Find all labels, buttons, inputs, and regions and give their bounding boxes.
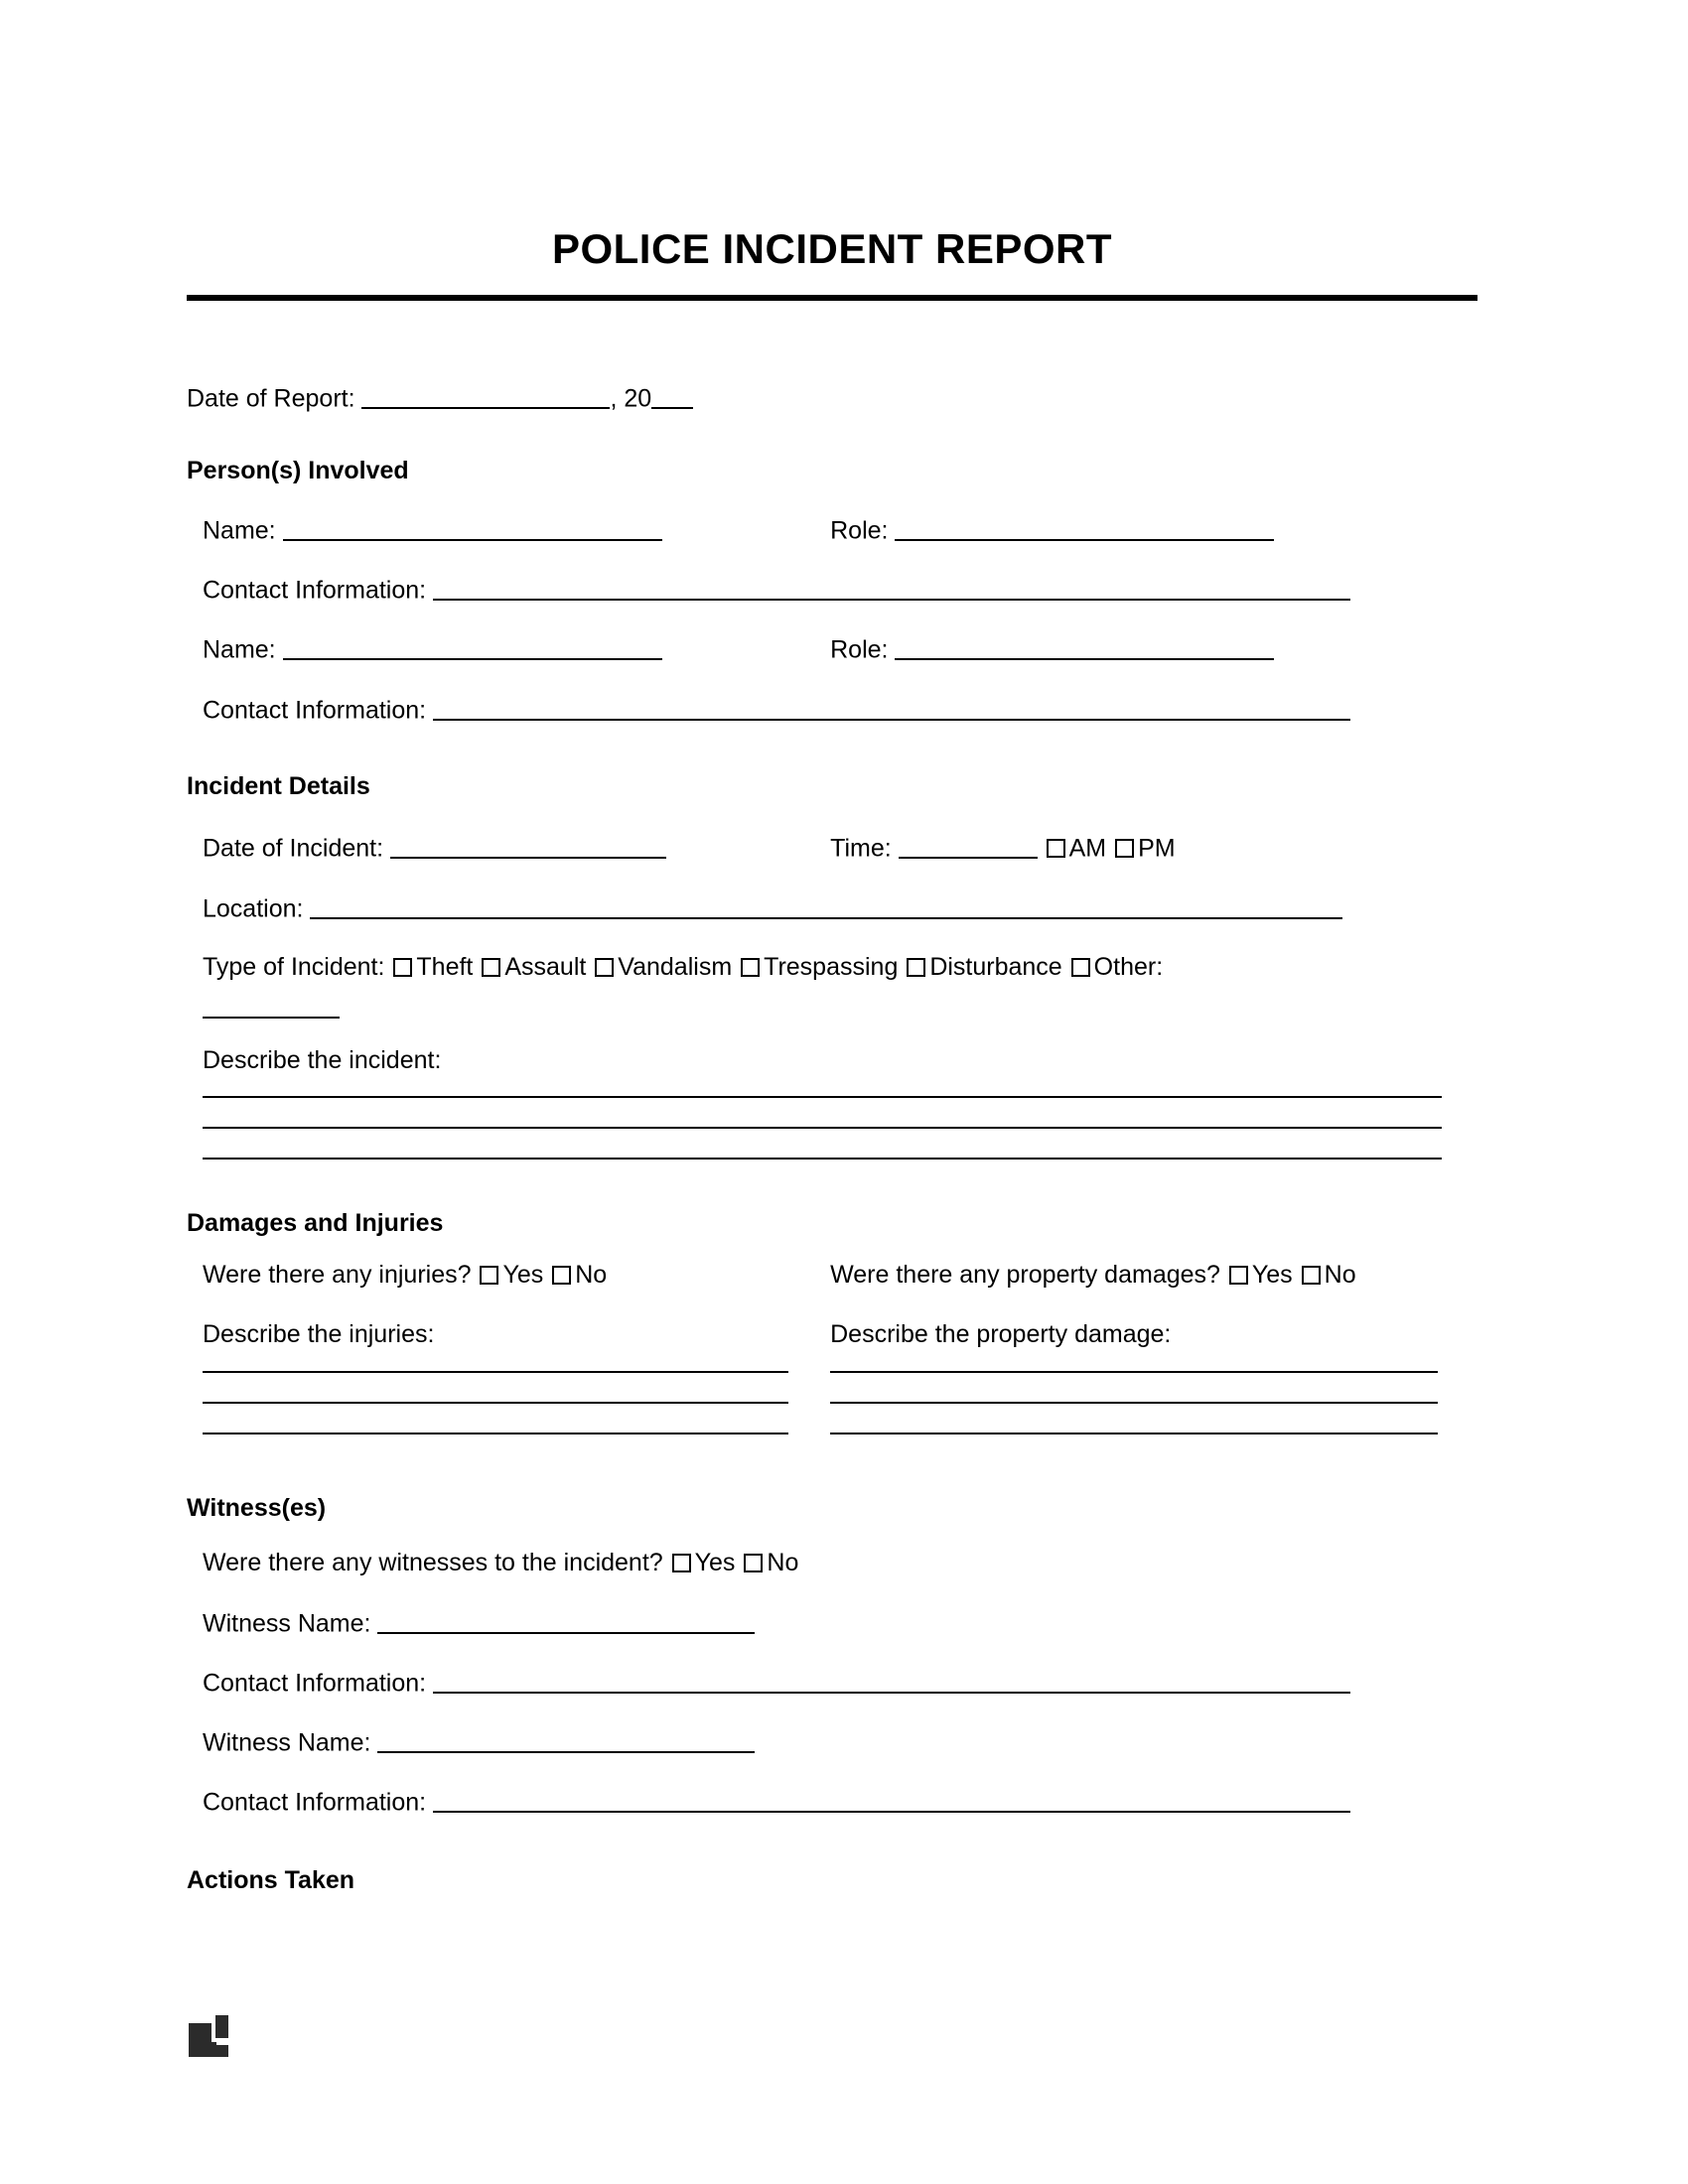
date-of-report-label: Date of Report:: [187, 384, 355, 413]
date-of-report-row: [187, 381, 693, 416]
law-district-logo-icon: [189, 2015, 228, 2057]
witness-yes-label: Yes: [694, 1549, 736, 1576]
incident-type-other-input[interactable]: [203, 991, 340, 1019]
checkbox-theft[interactable]: [393, 958, 412, 977]
witness-no-label: No: [767, 1549, 799, 1576]
witness-2-contact-input[interactable]: [433, 1785, 1350, 1813]
describe-injuries-line-1[interactable]: [203, 1371, 788, 1373]
incident-date-label: Date of Incident:: [203, 834, 384, 863]
checkbox-injuries-no[interactable]: [552, 1266, 571, 1285]
describe-property-label: Describe the property damage:: [830, 1320, 1172, 1348]
person-1-name-label: Name:: [203, 516, 276, 545]
person-2-role-label: Role:: [830, 635, 889, 664]
incident-type-vandalism-label: Vandalism: [618, 953, 733, 981]
person-1-name-input[interactable]: [283, 513, 662, 541]
logo-shape-bar: [212, 2045, 228, 2057]
checkbox-trespassing[interactable]: [741, 958, 760, 977]
incident-type-theft-label: Theft: [416, 953, 474, 981]
incident-location-input[interactable]: [310, 891, 1342, 919]
checkbox-property-yes[interactable]: [1229, 1266, 1248, 1285]
person-1-contact-row: [187, 573, 1350, 608]
checkbox-vandalism[interactable]: [595, 958, 614, 977]
checkbox-pm[interactable]: [1115, 839, 1134, 858]
section-heading-persons: Person(s) Involved: [187, 457, 409, 484]
person-2-name-input[interactable]: [283, 632, 662, 660]
incident-time-label: Time:: [830, 834, 892, 863]
person-2-role-input[interactable]: [895, 632, 1274, 660]
section-heading-damages: Damages and Injuries: [187, 1209, 444, 1237]
document-sheet: [187, 0, 1477, 2184]
person-2-contact-label: Contact Information:: [203, 696, 427, 725]
incident-time-input[interactable]: [899, 831, 1038, 859]
damages-describe-lines-row: [187, 1342, 1477, 1434]
incident-describe-lines: [187, 1067, 1493, 1160]
date-of-report-year-prefix: , 20: [610, 384, 652, 413]
section-heading-incident: Incident Details: [187, 772, 370, 800]
person-2-name-label: Name:: [203, 635, 276, 664]
incident-date-time-row: [187, 831, 1477, 866]
property-no-label: No: [1324, 1261, 1356, 1289]
incident-describe-line-1[interactable]: [203, 1096, 1442, 1098]
property-question-label: Were there any property damages?: [830, 1261, 1220, 1289]
property-yes-label: Yes: [1251, 1261, 1293, 1289]
witness-1-contact-row: [187, 1666, 1350, 1701]
describe-property-line-3[interactable]: [830, 1433, 1438, 1434]
incident-describe-line-3[interactable]: [203, 1158, 1442, 1160]
describe-property-line-1[interactable]: [830, 1371, 1438, 1373]
describe-injuries-line-2[interactable]: [203, 1402, 788, 1404]
date-of-report-input[interactable]: [361, 381, 610, 409]
incident-pm-label: PM: [1138, 834, 1176, 863]
witness-2-contact-row: [187, 1785, 1350, 1820]
incident-type-label: Type of Incident:: [203, 953, 385, 981]
witness-2-name-row: [187, 1725, 755, 1760]
injuries-question-label: Were there any injuries?: [203, 1261, 472, 1289]
describe-property-line-2[interactable]: [830, 1402, 1438, 1404]
witness-1-name-row: [187, 1606, 755, 1641]
describe-property-lines: [830, 1342, 1477, 1434]
incident-describe-label: Describe the incident:: [203, 1046, 442, 1074]
witness-question-label: Were there any witnesses to the incident?: [203, 1549, 663, 1576]
witness-2-name-input[interactable]: [377, 1725, 755, 1753]
incident-type-trespassing-label: Trespassing: [764, 953, 899, 981]
checkbox-am[interactable]: [1047, 839, 1065, 858]
checkbox-property-no[interactable]: [1302, 1266, 1321, 1285]
person-2-contact-input[interactable]: [433, 693, 1350, 721]
describe-injuries-label: Describe the injuries:: [203, 1320, 435, 1348]
person-1-name-role-row: [187, 513, 1477, 548]
witness-2-name-label: Witness Name:: [203, 1728, 371, 1757]
incident-location-label: Location:: [203, 894, 304, 923]
incident-describe-line-2[interactable]: [203, 1127, 1442, 1129]
describe-injuries-lines: [187, 1342, 830, 1434]
witness-1-contact-label: Contact Information:: [203, 1669, 427, 1698]
incident-am-label: AM: [1068, 834, 1107, 863]
witness-2-contact-label: Contact Information:: [203, 1788, 427, 1817]
incident-type-other-input-row: [187, 991, 340, 1025]
witness-1-name-label: Witness Name:: [203, 1609, 371, 1638]
logo-shape-flag: [211, 2015, 228, 2042]
describe-injuries-line-3[interactable]: [203, 1433, 788, 1434]
person-2-contact-row: [187, 693, 1350, 728]
witness-1-name-input[interactable]: [377, 1606, 755, 1634]
date-of-report-year-input[interactable]: [651, 381, 693, 409]
checkbox-disturbance[interactable]: [907, 958, 925, 977]
page-title: POLICE INCIDENT REPORT: [551, 225, 1113, 272]
incident-date-input[interactable]: [390, 831, 666, 859]
checkbox-witness-yes[interactable]: [672, 1554, 691, 1572]
injuries-no-label: No: [575, 1261, 608, 1289]
injuries-yes-label: Yes: [502, 1261, 544, 1289]
person-2-name-role-row: [187, 632, 1477, 667]
checkbox-witness-no[interactable]: [744, 1554, 763, 1572]
incident-type-assault-label: Assault: [504, 953, 587, 981]
witness-question-row: [187, 1547, 798, 1580]
incident-location-row: [187, 891, 1342, 926]
damages-question-row: [187, 1259, 1477, 1293]
witness-1-contact-input[interactable]: [433, 1666, 1350, 1694]
person-1-contact-input[interactable]: [433, 573, 1350, 601]
section-heading-actions: Actions Taken: [187, 1866, 355, 1894]
person-1-contact-label: Contact Information:: [203, 576, 427, 605]
person-1-role-input[interactable]: [895, 513, 1274, 541]
section-heading-witnesses: Witness(es): [187, 1494, 327, 1522]
incident-type-other-label: Other:: [1093, 953, 1164, 981]
checkbox-assault[interactable]: [482, 958, 500, 977]
checkbox-injuries-yes[interactable]: [480, 1266, 498, 1285]
person-1-role-label: Role:: [830, 516, 889, 545]
checkbox-other[interactable]: [1071, 958, 1090, 977]
title-divider: [187, 295, 1477, 301]
incident-type-disturbance-label: Disturbance: [929, 953, 1062, 981]
incident-type-row: [187, 951, 1163, 985]
